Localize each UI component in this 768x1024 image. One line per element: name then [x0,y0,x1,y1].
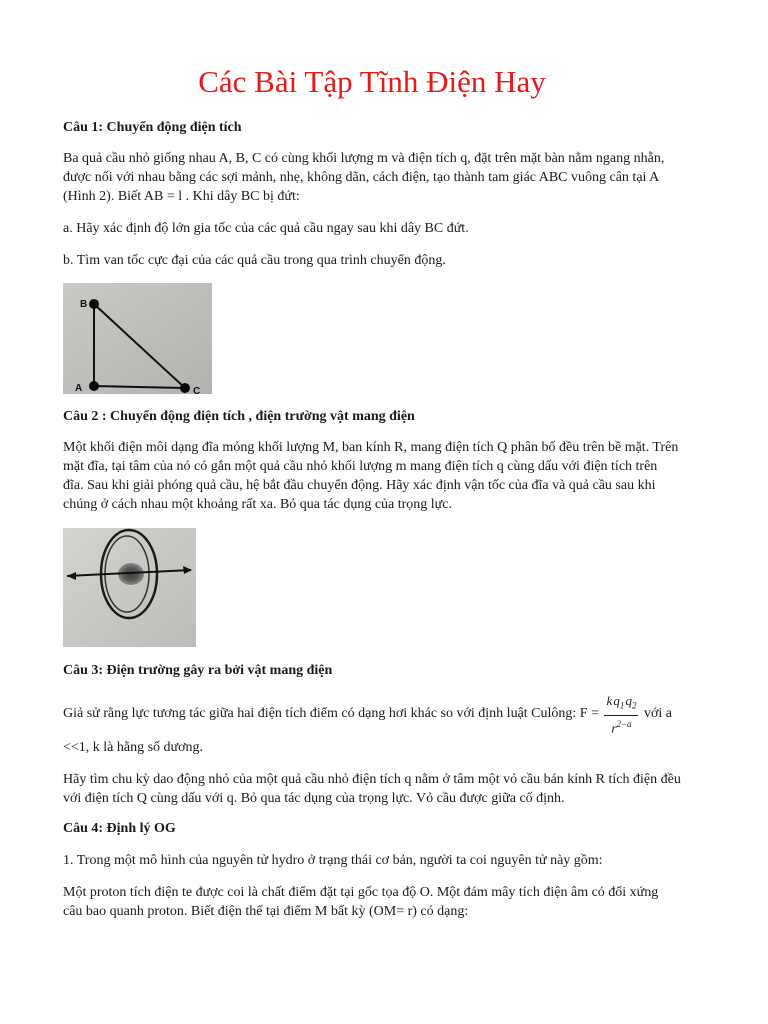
formula-numerator: k $q_1$ $q_2$ [604,693,638,716]
force-formula [604,693,638,735]
q3-paragraph-1 [63,693,681,735]
q1-part-b: b. Tìm van tốc cực đại của các quả cầu trong qua trình chuyển động. [63,253,446,268]
label-b: B [80,299,88,310]
q1-part-a: a. Hãy xác định độ lớn gia tốc của các quả cầu ngay sau khi dây BC đứt. [63,221,469,236]
label-c: C [193,386,201,394]
ball-b-icon [89,299,99,309]
formula-denominator: $r^{2-a}$ [611,718,632,735]
q2-paragraph: Một khối điện môi dạng đĩa mỏng khối lượng M, ban kính R, mang điện tích Q phân bố đều trên bề mặt. Trên mặt đĩa, tại tâm của nó có gắn một quả cầu nhỏ khối lượng m mang điện tích q cùng dấu với điện tích trên đĩa. Sau khi giải phóng quả cầu, hệ bắt đầu chuyển động. Hãy xác định vận tốc của đĩa và quả cầu sau khi chúng ở cách nhau một khoảng rất xa. Bỏ qua tác dụng của trọng lực. [63,440,679,512]
document-title: Các Bài Tập Tĩnh Điện Hay [198,64,546,99]
q4-paragraph-1: 1. Trong một mô hình của nguyên tử hydro ở trạng thái cơ bản, người ta coi nguyên tử này gồm: [63,853,603,868]
ball-c-icon [180,383,190,393]
q4-heading: Câu 4: Định lý OG [63,821,176,836]
disk-figure [63,528,196,647]
label-a: A [75,383,83,394]
q3-paragraph-2: Hãy tìm chu kỳ dao động nhỏ của một quả cầu nhỏ điện tích q nằm ở tâm một vỏ cầu bán kính R tích điện đều với điện tích Q cùng dấu với q. Bỏ qua tác dụng của trọng lực. Vỏ cầu được giữa cố định. [63,772,681,806]
q3-text-after: với a [640,706,672,722]
ball-a-icon [89,381,99,391]
q4-paragraph-2: Một proton tích điện te được coi là chất điểm đặt tại gốc tọa độ O. Một đám mây tích điện âm có đối xứng câu bao quanh proton. Biết điện thế tại điểm M bất kỳ (OM= r) có dạng: [63,885,659,919]
triangle-figure [63,283,212,394]
q3-text-before: Giả sử rằng lực tương tác giữa hai điện tích điểm có dạng hơi khác so với định luật Culông: F = [63,706,603,722]
q3-heading: Câu 3: Điện trường gây ra bởi vật mang điện [63,663,333,678]
q1-paragraph: Ba quả cầu nhỏ giống nhau A, B, C có cùng khối lượng m và điện tích q, đặt trên mặt bàn nằm ngang nhẵn, được nối với nhau bằng các sợi mảnh, nhẹ, không dãn, cách điện, tạo thành tam giác ABC vuông cân tại A (Hình 2). Biết AB = l . Khi dây BC bị đứt: [63,151,665,204]
q1-heading: Câu 1: Chuyển động điện tích [63,120,242,135]
q2-heading: Câu 2 : Chuyển động điện tích , điện trường vật mang điện [63,409,415,424]
q3-paragraph-1-cont: <<1, k là hằng số dương. [63,740,204,755]
